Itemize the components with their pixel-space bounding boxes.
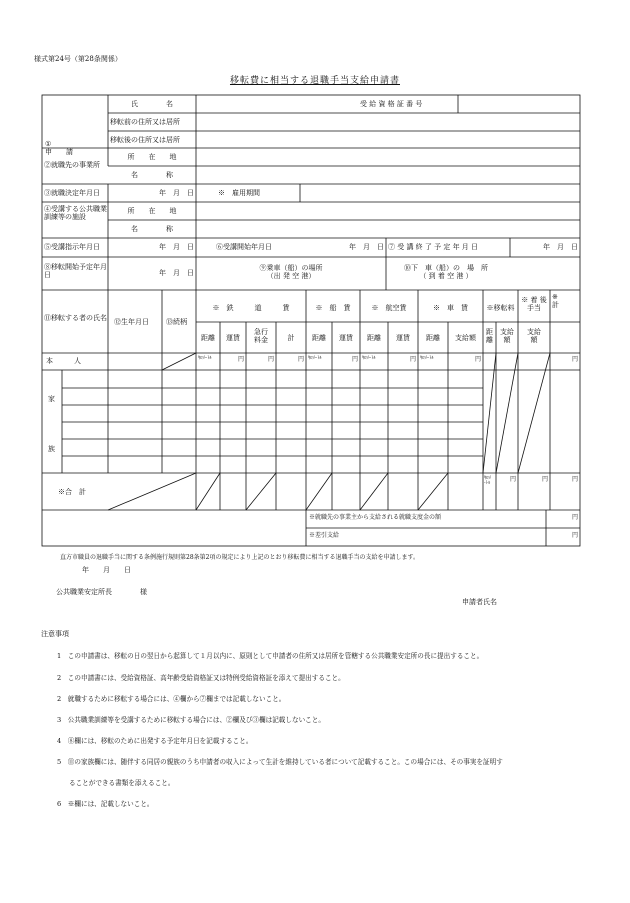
- car-distance-header: 距離: [426, 334, 440, 342]
- family-label-bottom: 族: [48, 445, 55, 453]
- applicant-label: ① 申 請: [45, 140, 73, 157]
- unit-yen: 円: [267, 356, 274, 363]
- note-item: 1 この申請書は、移転の日の翌日から起算して１月以内に、原則として申請者の住所又は居所を管轄する公共職業安定所の長に提出すること。: [57, 652, 484, 660]
- unit-km: ｷﾛﾒｰﾄﾙ: [308, 356, 322, 361]
- ship-distance-header: 距離: [312, 334, 326, 342]
- declaration-text: 直方市職員の退職手当に関する条例施行規則第28条第2項の規定により上記のとおり移転費に相当する退職手当の支給を申請します。: [60, 554, 419, 561]
- rail-subtotal-header: 計: [287, 334, 295, 342]
- total-unit-km: ｷﾛﾒ -ﾄﾙ: [484, 476, 491, 486]
- departure-label: ⑨乗車（船）の場所 （出 発 空 港）: [259, 264, 323, 281]
- note-item: 2 この申請書には、受給資格証、高年齢受給資格証又は特例受給資格証を添えて提出すること。: [57, 674, 345, 682]
- air-fare-header: 運賃: [396, 334, 410, 342]
- note-item: 5 ⑪の家族欄には、随伴する同居の親族のうち申請者の収入によって生計を維持している者について記載すること。この場合には、その事実を証明す: [57, 758, 503, 766]
- note-item: 4 ⑧欄には、移転のために出発する予定年月日を記載すること。: [57, 737, 253, 745]
- birth-date-header: ⑫生年月日: [114, 318, 149, 326]
- railway-header: ※ 鉄 道 賃: [212, 304, 290, 312]
- unit-km: ｷﾛﾒｰﾄﾙ: [362, 356, 376, 361]
- ship-header: ※ 船 賃: [315, 304, 351, 312]
- instruction-date-label: ⑤受講指示年月日: [44, 243, 100, 251]
- unit-yen: 円: [474, 356, 481, 363]
- unit-yen: 円: [571, 476, 578, 483]
- ship-fare-header: 運賃: [339, 334, 353, 342]
- decision-date-label: ③就職決定年月日: [44, 189, 100, 197]
- training-label: ④受講する公共職業訓練等の施設: [44, 205, 107, 222]
- move-payment-header: 支給 額: [500, 328, 514, 345]
- car-payment-header: 支給額: [455, 334, 476, 342]
- unit-km: ｷﾛﾒｰﾄﾙ: [420, 356, 434, 361]
- settle-allowance-header: ※ 着 後 手当: [521, 296, 547, 313]
- addressee: 公共職業安定所長 様: [56, 588, 147, 596]
- old-address-label: 移転前の住所又は居所: [110, 118, 180, 126]
- moving-fee-header: ※移転料: [486, 304, 515, 312]
- unit-yen: 円: [571, 532, 578, 539]
- employment-period-label: ※ 雇用期間: [218, 189, 260, 197]
- unit-yen: 円: [237, 356, 244, 363]
- family-label-top: 家: [48, 395, 55, 403]
- unit-km: ｷﾛﾒｰﾄﾙ: [198, 356, 212, 361]
- employer-name-label: 名 称: [131, 171, 173, 179]
- unit-yen: 円: [509, 476, 516, 483]
- training-name-label: 名 称: [131, 225, 173, 233]
- decision-date-value: 年 月 日: [159, 189, 194, 197]
- end-date-value: 年 月 日: [543, 243, 578, 251]
- unit-yen: 円: [409, 356, 416, 363]
- move-date-value: 年 月 日: [159, 269, 194, 277]
- employer-location-label: 所 在 地: [127, 153, 177, 161]
- employer-label: ②就職先の事業所: [44, 161, 100, 169]
- rail-distance-header: 距離: [201, 334, 215, 342]
- rail-fare-header: 運賃: [226, 334, 240, 342]
- relocation-support-label: ※就職先の事業主から支給される就職支度金の額: [309, 514, 442, 521]
- form-number: 様式第24号（第28条関係）: [34, 55, 122, 63]
- grand-total-label: ※合 計: [58, 488, 86, 496]
- note-item: 3 公共職業訓練等を受講するために移転する場合には、②欄及び③欄は記載しないこと。: [57, 716, 325, 724]
- settle-payment-header: 支給 額: [527, 328, 541, 345]
- unit-yen: 円: [571, 514, 578, 521]
- move-distance-header: 距 離: [486, 328, 493, 345]
- note-item-continued: ることができる書類を添えること。: [69, 779, 175, 787]
- rail-express-header: 急行 料金: [254, 328, 268, 345]
- arrival-label: ⑩下 車（船）の 場 所 （ 到 着 空 港 ）: [404, 264, 488, 281]
- start-date-label: ⑥受講開始年月日: [216, 243, 272, 251]
- air-header: ※ 航空賃: [371, 304, 407, 312]
- air-distance-header: 距離: [367, 334, 381, 342]
- training-location-label: 所 在 地: [127, 207, 177, 215]
- end-date-label: ⑦ 受 講 終 了 予 定 年 月 日: [388, 243, 479, 251]
- move-date-label: ⑧移転開始予定年月日: [44, 263, 107, 280]
- note-item: 2 就職するために移転する場合には、④欄から⑦欄までは記載しないこと。: [57, 695, 286, 703]
- total-header: ※ 計: [552, 293, 559, 310]
- unit-yen: 円: [351, 356, 358, 363]
- mover-name-header: ⑪移転する者の氏名: [44, 314, 107, 322]
- unit-yen: 円: [297, 356, 304, 363]
- declaration-date: 年 月 日: [82, 566, 131, 574]
- start-date-value: 年 月 日: [349, 243, 384, 251]
- instruction-date-value: 年 月 日: [159, 243, 194, 251]
- net-payment-label: ※差引支給: [309, 532, 340, 539]
- applicant-signature-label: 申請者氏名: [462, 598, 497, 606]
- relation-header: ⑬続柄: [166, 318, 187, 326]
- name-label: 氏 名: [131, 100, 173, 108]
- unit-yen: 円: [541, 476, 548, 483]
- car-header: ※ 車 賃: [433, 304, 468, 312]
- note-item: 6 ※欄には、記載しないこと。: [57, 800, 154, 808]
- new-address-label: 移転後の住所又は居所: [110, 136, 180, 144]
- page-title: 移転費に相当する退職手当支給申請書: [229, 76, 400, 86]
- self-row-label: 本 人: [46, 357, 81, 365]
- unit-yen: 円: [571, 356, 578, 363]
- notes-heading: 注意事項: [41, 630, 69, 638]
- qual-cert-label: 受 給 資 格 証 番 号: [360, 100, 423, 108]
